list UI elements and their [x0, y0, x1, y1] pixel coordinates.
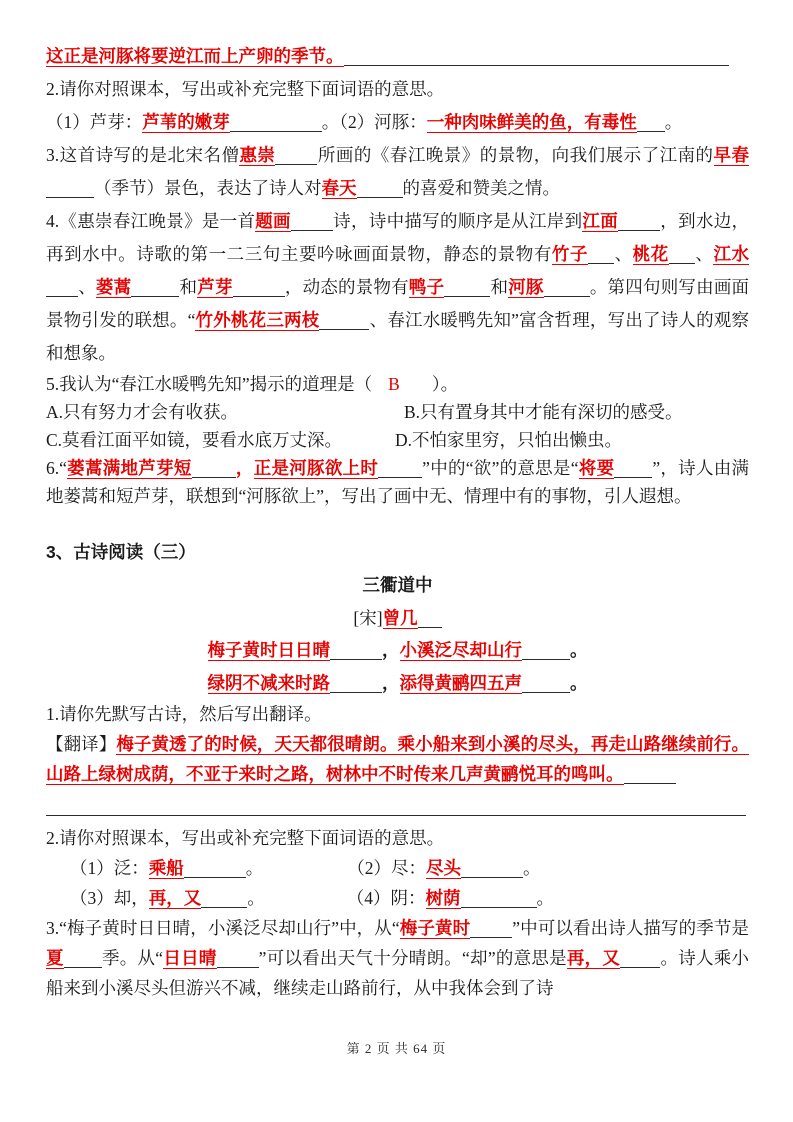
answer-text: 将要: [578, 458, 615, 478]
s1-q5-options-cd: [46, 426, 749, 454]
answer-blank: [46, 291, 78, 297]
answer-text: 春天: [321, 178, 357, 198]
answer-blank: [588, 258, 614, 264]
text-run: 和: [490, 277, 509, 297]
answer-text: 树荫: [425, 888, 461, 908]
answer-text: 题画: [255, 211, 291, 231]
answer-text: 乘船: [148, 858, 184, 878]
answer-text: 梅子黄时: [399, 918, 471, 938]
answer-text: 这正是河豚将要逆江而上产卵的季节。: [46, 46, 344, 66]
answer-blank: [470, 932, 512, 938]
answer-blank: [618, 225, 660, 231]
answer-text: 小溪泛尽却山行: [399, 640, 522, 660]
continuation-answer-line: [46, 40, 749, 73]
answer-text: 芦芽: [197, 277, 233, 297]
text-run: 。: [570, 672, 588, 693]
s2-q1-prompt: [46, 699, 749, 729]
text-run: ”可以看出天气十分晴朗。“却”的意思是: [258, 948, 567, 968]
s2-translation: [46, 729, 749, 789]
text-run: 。（2）河豚：: [321, 112, 427, 132]
answer-blank: [614, 472, 652, 478]
option-text: A.只有努力才会有收获。: [46, 402, 239, 422]
answer-text: 鸭子: [408, 277, 445, 297]
answer-blank: [46, 810, 746, 816]
s1-q5-options-ab: [46, 398, 749, 426]
spacer: [372, 389, 388, 390]
poem-line-2: [46, 667, 749, 700]
text-run: B.只有置身其中才能有深切的感受。: [404, 402, 683, 422]
text-run: ”，诗人由满地蒌蒿和短芦芽，联想到“河豚欲上”，写出了画中无、情理中有的事物，引人遐想。: [46, 458, 750, 506]
answer-blank: [461, 902, 537, 908]
text-run: ，: [382, 672, 400, 693]
text-run: （3）却，: [70, 888, 149, 908]
text-run: 。: [536, 888, 554, 908]
s1-q4: [46, 205, 749, 370]
text-run: 、: [694, 244, 714, 264]
text-run: 4.《惠崇春江晚景》是一首: [46, 211, 256, 231]
answer-blank: [184, 872, 246, 878]
blank-answer-line: [46, 789, 749, 823]
answer-text: 河豚: [508, 277, 544, 297]
answer-blank: [330, 654, 382, 660]
answer-choice: B: [388, 374, 400, 394]
answer-text: 江水: [713, 244, 750, 264]
answer-text: 蒌蒿满地芦芽短: [66, 458, 192, 478]
text-run: 。: [523, 858, 541, 878]
answer-text: 梅子黄透了的时候，天天都很晴朗。乘小船来到小溪的尽头，再走山路继续前行。山路上绿树成荫，不亚于来时之路，树林中不时传来几声黄鹂悦耳的鸣叫。: [46, 734, 750, 784]
text-run: 、: [78, 277, 96, 297]
text-run: ”中的“欲”的意思是“: [422, 458, 579, 478]
answer-blank: [275, 159, 317, 165]
answer-blank: [418, 622, 442, 628]
text-run: D.不怕家里穷，只怕出懒虫。: [395, 430, 623, 450]
answer-text: 夏: [46, 948, 64, 968]
answer-blank: [291, 225, 333, 231]
answer-text: 竹子: [551, 244, 589, 264]
text-run: 。: [570, 640, 588, 660]
text-run: 诗，诗中描写的顺序是从江岸到: [332, 211, 583, 231]
answer-blank: [330, 687, 382, 693]
text-run: 和: [179, 277, 198, 297]
text-run: 、春江水暖鸭先知”富含哲理，写出了诗人的观察和想象。: [46, 310, 749, 363]
text-run: 3.这首诗写的是北宋名僧: [46, 145, 240, 165]
answer-text: 尽头: [426, 858, 461, 878]
text-run: 。第四句则写由画面景物引发的联想。“: [46, 277, 750, 330]
text-run: （1）芦芽：: [46, 112, 143, 132]
answer-blank: [444, 291, 490, 297]
spacer: [400, 389, 432, 390]
answer-blank: [217, 962, 259, 968]
text-run: 【翻译】: [46, 734, 117, 754]
answer-text: 再，又: [566, 948, 621, 968]
answer-text: 梅子黄时日日晴: [207, 640, 330, 660]
text-run: 3.“梅子黄时日日晴，小溪泛尽却山行”中，从“: [46, 918, 400, 938]
answer-blank: [233, 291, 285, 297]
answer-blank: [192, 472, 236, 478]
poem-author: [46, 602, 749, 635]
answer-text: 添得黄鹂四五声: [399, 672, 522, 693]
answer-blank: [544, 291, 590, 297]
spacer: [46, 903, 70, 904]
answer-blank: [669, 258, 695, 264]
answer-text: 曾几: [382, 607, 418, 628]
answer-blank: [378, 472, 422, 478]
page-footer: [0, 1038, 793, 1057]
answer-blank: [461, 872, 523, 878]
text-run: 的喜爱和赞美之情。: [402, 178, 560, 198]
s1-q2-items: [46, 106, 749, 139]
text-run: ，: [382, 640, 400, 660]
text-run: 2.请你对照课本，写出或补充完整下面词语的意思。: [46, 828, 445, 848]
answer-blank: [344, 60, 729, 66]
answer-text: 绿阴不减来时路: [207, 672, 330, 693]
answer-text: 惠崇: [239, 145, 276, 165]
text-run: （4）阴：: [346, 888, 426, 908]
s2-q2-items-12: [46, 853, 749, 883]
s1-q2-prompt: [46, 73, 749, 106]
option-text: C.莫看江面平如镜，要看水底万丈深。: [46, 430, 343, 450]
text-run: 季。从“: [101, 948, 164, 968]
s2-q3: [46, 913, 749, 1003]
text-run: 三衢道中: [362, 575, 433, 595]
text-run: 6.“: [46, 458, 67, 478]
answer-text: 早春: [713, 145, 750, 165]
text-run: 5.我认为“春江水暖鸭先知”揭示的道理是（: [46, 374, 373, 394]
s1-q6: [46, 454, 749, 510]
spacer: [46, 873, 70, 874]
text-run: 。: [247, 888, 265, 908]
answer-blank: [64, 962, 102, 968]
text-run: ”中可以看出诗人描写的季节是: [512, 918, 749, 938]
s2-q2-items-34: [46, 883, 749, 913]
spacer: [263, 873, 347, 874]
text-run: 2.请你对照课本，写出或补充完整下面词语的意思。: [46, 79, 445, 99]
text-run: 、: [614, 244, 633, 264]
answer-blank: [522, 687, 570, 693]
answer-blank: [46, 192, 94, 198]
answer-text: 正是河豚欲上时: [253, 458, 379, 478]
text-run: （季节）景色，表达了诗人对: [94, 178, 322, 198]
answer-text: 芦苇的嫩芽: [142, 112, 230, 132]
text-run: （1）泛：: [70, 858, 149, 878]
s1-q3: [46, 139, 749, 205]
answer-blank: [522, 654, 570, 660]
answer-text: 日日晴: [163, 948, 217, 968]
answer-blank: [319, 324, 369, 330]
spacer: [265, 903, 347, 904]
text-run: ）。: [431, 374, 459, 394]
text-run: ，到水边，再到水中。诗歌的第一二三句主要吟咏画面景物，静态的景物有: [46, 211, 750, 264]
text-run: 所画的《春江晚景》的景物，向我们展示了江南的: [317, 145, 714, 165]
poem-line-1: [46, 634, 749, 667]
text-run: （2）尽：: [347, 858, 426, 878]
text-run: ，动态的景物有: [284, 277, 409, 297]
text-run: 3、古诗阅读（三）: [46, 542, 196, 562]
poem-title: [46, 569, 749, 602]
answer-text: 一种肉味鲜美的鱼，有毒性: [426, 112, 637, 132]
document-content: [46, 40, 749, 1003]
text-run: 。: [245, 858, 264, 878]
answer-text: 蒌蒿: [95, 277, 132, 297]
answer-blank: [131, 291, 179, 297]
text-run: 1.请你先默写古诗，然后写出翻译。: [46, 704, 322, 724]
s1-q5: [46, 370, 749, 398]
answer-blank: [637, 126, 665, 132]
answer-blank: [624, 778, 676, 784]
answer-text: 再，又: [148, 888, 202, 908]
answer-blank: [201, 902, 247, 908]
text-run: [宋]: [353, 607, 383, 628]
answer-blank: [620, 962, 660, 968]
text-run: 。: [664, 112, 683, 132]
answer-text: 桃花: [632, 244, 669, 264]
answer-blank: [230, 126, 322, 132]
answer-text: 竹外桃花三两枝: [195, 310, 320, 330]
answer-blank: [357, 192, 403, 198]
section3-heading: [46, 536, 749, 569]
answer-text: ，: [235, 458, 254, 478]
answer-text: 江面: [582, 211, 618, 231]
s2-q2-prompt: [46, 823, 749, 853]
text-run: 。诗人乘小船来到小溪尽头但游兴不减，继续走山路前行，从中我体会到了诗: [46, 948, 749, 998]
page-number: 第 2 页 共 64 页: [346, 1041, 447, 1056]
